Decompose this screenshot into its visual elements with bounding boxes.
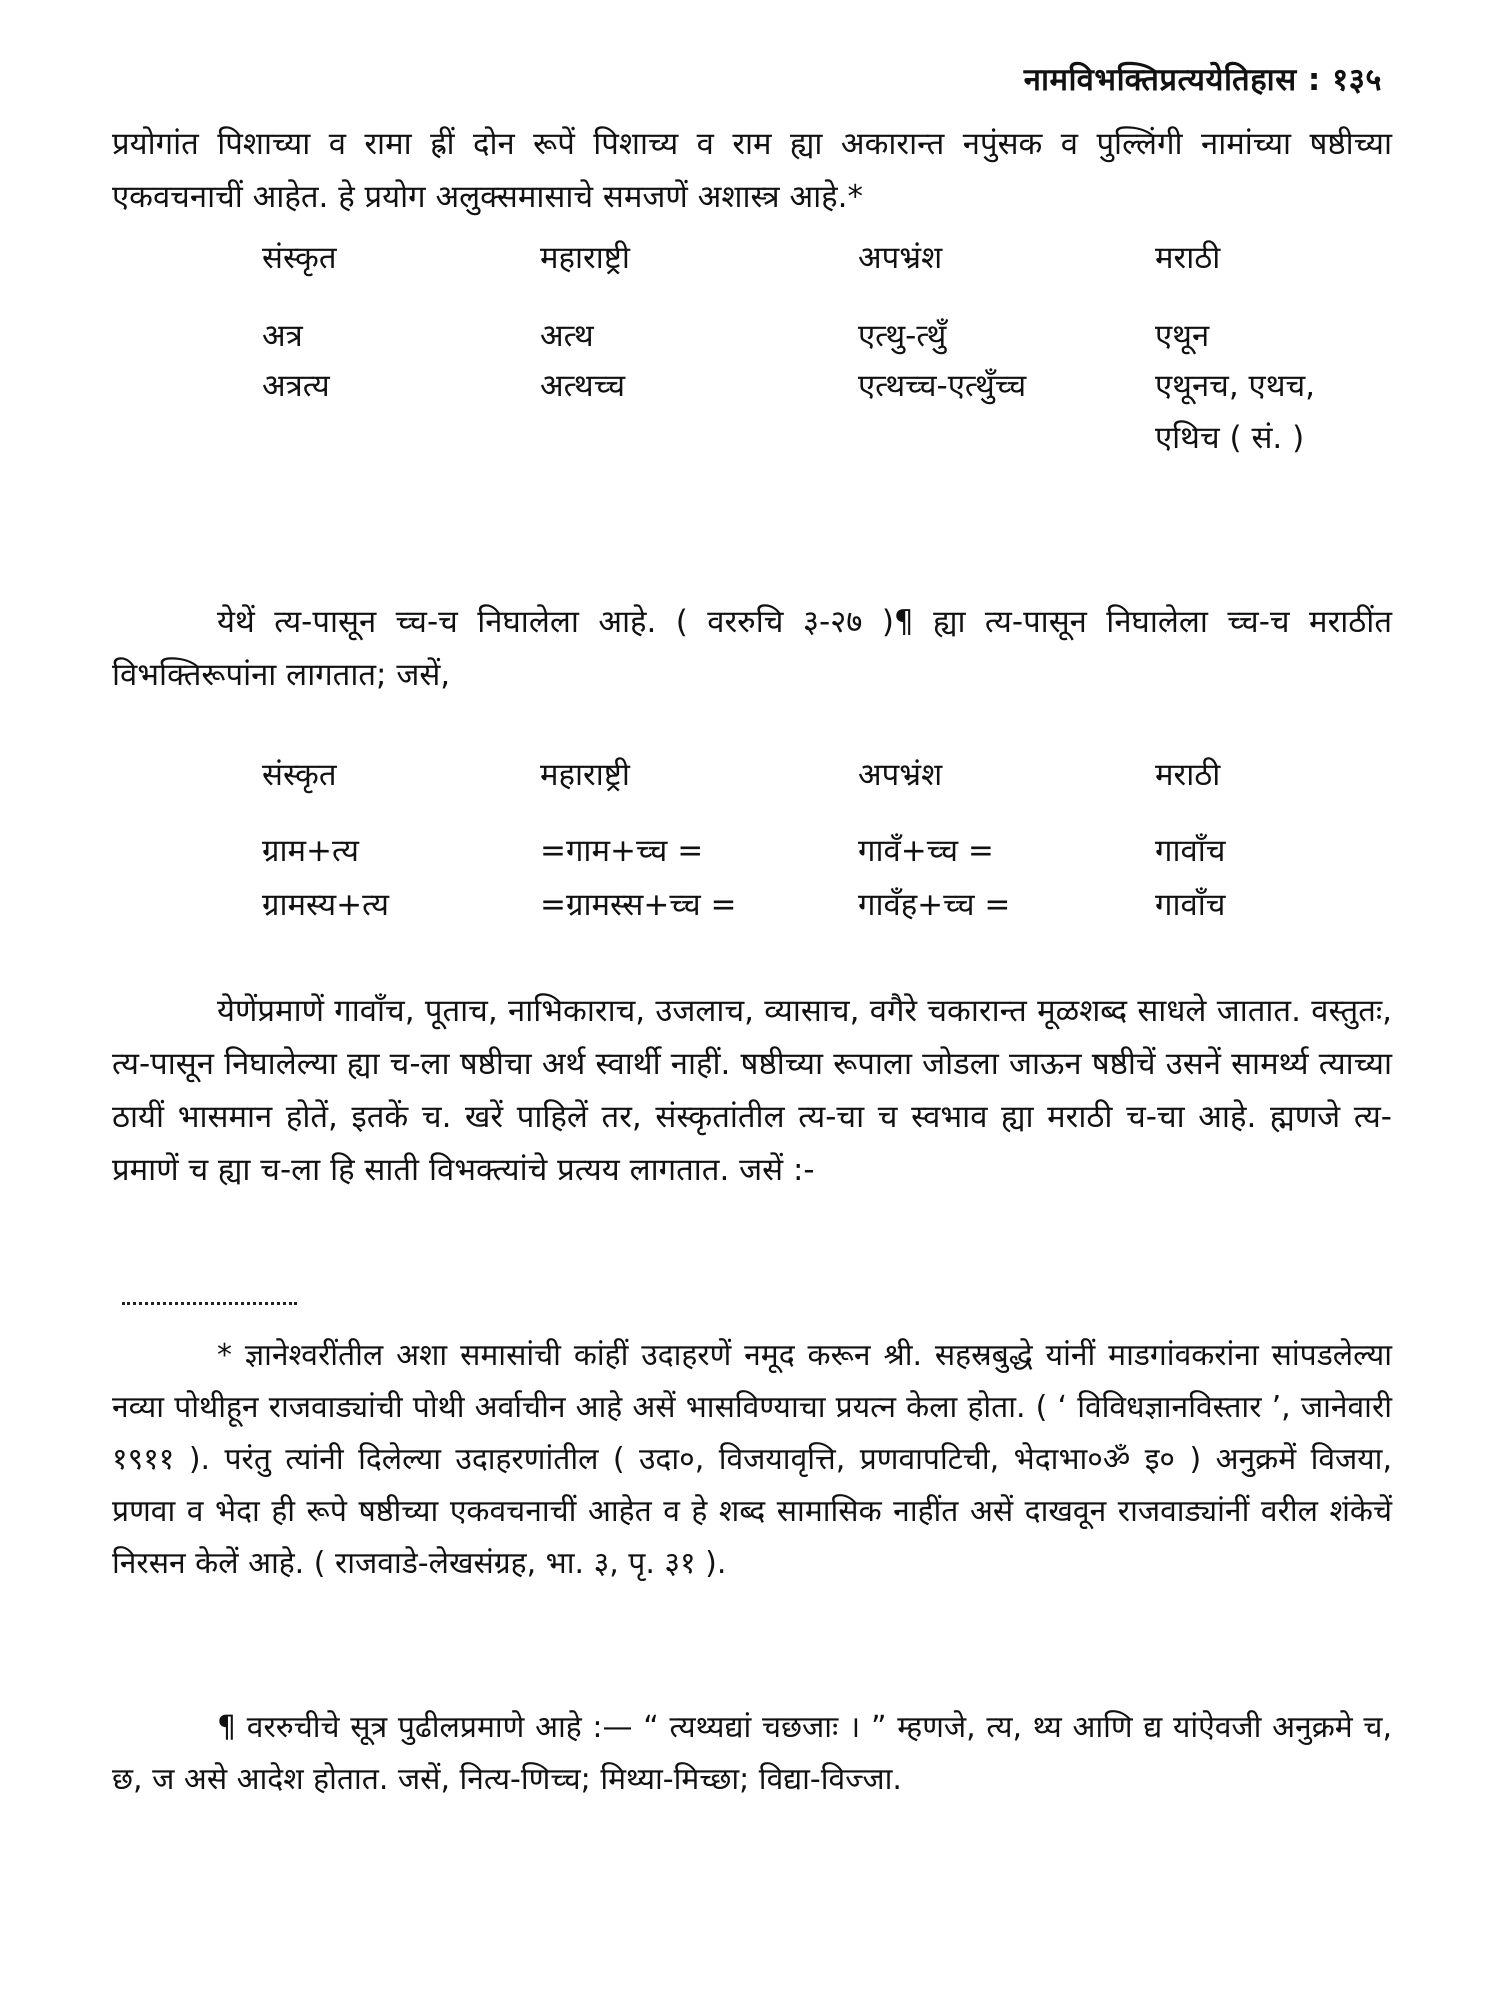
table-1-cell: अत्थ <box>540 318 594 354</box>
paragraph-1: प्रयोगांत पिशाच्या व रामा ह्रीं दोन रूपें पिशाच्य व राम ह्या अकारान्त नपुंसक व पुल्लिंगी नामांच्या षष्ठीच्या एकवचनाचीं आहेत. हे प्रयोग अलुक्समासाचे समजणें अशास्त्र आहे.* <box>112 126 1392 215</box>
table-2-cell: ग्राम+त्य <box>262 833 359 869</box>
table-2-cell: =गाम+च्च = <box>540 833 704 869</box>
table-1-header-marathi: मराठी <box>1155 240 1221 276</box>
table-2-cell: गावँह+च्च = <box>858 887 1011 923</box>
table-2-row <box>0 883 1500 927</box>
table-1-header-sanskrit: संस्कृत <box>262 240 337 276</box>
table-1-header-apabhramsha: अपभ्रंश <box>858 240 943 276</box>
table-1-cell: एथिच ( सं. ) <box>1155 420 1305 456</box>
table-2-cell: गावाँच <box>1155 887 1226 923</box>
table-2-header-maharashtri: महाराष्ट्री <box>540 757 630 793</box>
table-1-row <box>0 364 1500 408</box>
table-1-row <box>0 314 1500 358</box>
table-2-cell: गावँ+च्च = <box>858 833 994 869</box>
table-2-row <box>0 829 1500 873</box>
table-1-cell: अत्र <box>262 318 303 354</box>
paragraph-3: येणेंप्रमाणें गावाँच, पूताच, नाभिकाराच, उजलाच, व्यासाच, वगैरे चकारान्त मूळशब्द साधले जातात. वस्तुतः, त्य-पासून निघालेल्या ह्या च-ला षष्ठीचा अर्थ स्वार्थी नाहीं. षष्ठीच्या रूपाला जोडला जाऊन षष्ठीचें उसनें सामर्थ्य त्याच्या ठायीं भासमान होतें, इतकें च. खरें पाहिलें तर, संस्कृतांतील त्य-चा च स्वभाव ह्या मराठी च-चा आहे. ह्मणजे त्य-प्रमाणें च ह्या च-ला हि साती विभक्त्यांचे प्रत्यय लागतात. जसें :- <box>112 993 1392 1188</box>
table-1-header-row <box>0 236 1500 280</box>
table-1-cell: एत्थच्च-एत्थुँच्च <box>858 368 1027 404</box>
table-2-header-apabhramsha: अपभ्रंश <box>858 757 943 793</box>
footnote-separator <box>122 1296 297 1305</box>
table-1-header-maharashtri: महाराष्ट्री <box>540 240 630 276</box>
table-1-row <box>0 416 1500 460</box>
footnote-2: ¶ वररुचीचे सूत्र पुढीलप्रमाणे आहे :— “ त्यथ्यद्यां चछजाः । ” म्हणजे, त्य, थ्य आणि द्य यांऐवजी अनुक्रमे च, छ, ज असे आदेश होतात. जसें, नित्य-णिच्च; मिथ्या-मिच्छा; विद्या-विज्जा. <box>112 1710 1392 1797</box>
table-1-cell: अत्थच्च <box>540 368 626 404</box>
table-2-header-row <box>0 753 1500 797</box>
table-1-cell: अत्रत्य <box>262 368 330 404</box>
table-2-cell: गावाँच <box>1155 833 1226 869</box>
table-2-header-marathi: मराठी <box>1155 757 1221 793</box>
table-2-cell: ग्रामस्य+त्य <box>262 887 390 923</box>
table-1-cell: एत्थु-त्थुँ <box>858 318 947 354</box>
paragraph-2: येथें त्य-पासून च्च-च निघालेला आहे. ( वररुचि ३-२७ )¶ ह्या त्य-पासून निघालेला च्च-च मराठींत विभक्तिरूपांना लागतात; जसें, <box>112 604 1392 693</box>
footnote-1: * ज्ञानेश्वरींतील अशा समासांची कांहीं उदाहरणें नमूद करून श्री. सहस्रबुद्धे यांनीं माडगांवकरांना सांपडलेल्या नव्या पोथीहून राजवाड्यांची पोथी अर्वाचीन आहे असें भासविण्याचा प्रयत्न केला होता. ( ‘ विविधज्ञानविस्तार ’, जानेवारी १९११ ). परंतु त्यांनी दिलेल्या उदाहरणांतील ( उदा०, विजयावृत्ति, प्रणवापटिची, भेदाभा०ॐ इ० ) अनुक्रमें विजया, प्रणवा व भेदा ही रूपे षष्ठीच्या एकवचनाचीं आहेत व हे शब्द सामासिक नाहींत असें दाखवून राजवाड्यांनीं वरील शंकेचें निरसन केलें आहे. ( राजवाडे-लेखसंग्रह, भा. ३, पृ. ३१ ). <box>112 1338 1392 1581</box>
table-1-cell: एथून <box>1155 318 1210 354</box>
table-1-cell: एथूनच, एथच, <box>1155 368 1316 404</box>
table-2-cell: =ग्रामस्स+च्च = <box>540 887 737 923</box>
table-2-header-sanskrit: संस्कृत <box>262 757 337 793</box>
running-header: नामविभक्तिप्रत्ययेतिहास : १३५ <box>1023 62 1382 98</box>
